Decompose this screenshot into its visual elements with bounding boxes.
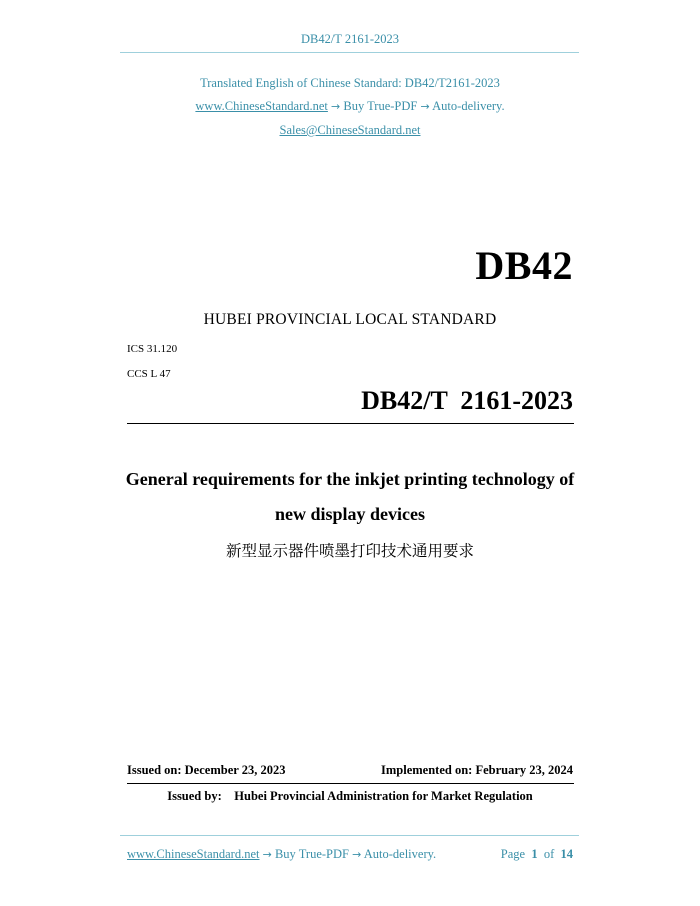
standard-number-divider (127, 423, 574, 424)
page-total: 14 (560, 847, 573, 861)
issued-on-date: Issued on: December 23, 2023 (127, 763, 286, 777)
provincial-standard-label: HUBEI PROVINCIAL LOCAL STANDARD (203, 311, 497, 328)
page-of: of (543, 847, 555, 861)
issue-divider (127, 783, 574, 784)
title-english-line-1: General requirements for the inkjet printing technology of (125, 469, 575, 489)
big-standard-code: DB42 (475, 243, 573, 288)
email-link[interactable]: Sales@ChineseStandard.net (279, 123, 421, 137)
buy-true-pdf-text: Buy True-PDF (343, 99, 418, 113)
page-current: 1 (531, 847, 538, 861)
site-link[interactable]: www.ChineseStandard.net (195, 99, 328, 113)
issued-by-organization: Hubei Provincial Administration for Market Regulation (234, 789, 533, 803)
translation-notice: Translated English of Chinese Standard: DB42/T2161-2023 (200, 76, 500, 90)
auto-delivery-text: Auto-delivery. (432, 99, 505, 113)
promo-email-line (0, 123, 700, 138)
footer-divider (120, 835, 579, 836)
footer-site-link[interactable]: www.ChineseStandard.net (127, 847, 260, 861)
page-indicator (501, 847, 573, 862)
issued-by-label: Issued by: (167, 789, 222, 803)
ics-code: ICS 31.120 (127, 343, 178, 355)
arrow-right-icon: → (331, 100, 341, 113)
arrow-right-icon: → (262, 848, 272, 861)
promo-buy-line (0, 99, 700, 114)
title-english-line-2: new display devices (274, 504, 425, 524)
header-divider (120, 52, 579, 53)
footer-promo (127, 847, 436, 862)
page-label: Page (500, 847, 526, 861)
standard-number: DB42/T 2161-2023 (361, 386, 573, 415)
arrow-right-icon: → (352, 848, 362, 861)
arrow-right-icon: → (420, 100, 430, 113)
implemented-on-date: Implemented on: February 23, 2024 (381, 763, 573, 777)
footer-buy-true-pdf-text: Buy True-PDF (274, 847, 349, 861)
header-standard-code: DB42/T 2161-2023 (300, 32, 400, 46)
issued-by-line (0, 789, 700, 804)
ccs-code: CCS L 47 (127, 368, 171, 380)
footer-auto-delivery-text: Auto-delivery. (363, 847, 437, 861)
title-chinese: 新型显示器件喷墨打印技术通用要求 (225, 543, 474, 560)
